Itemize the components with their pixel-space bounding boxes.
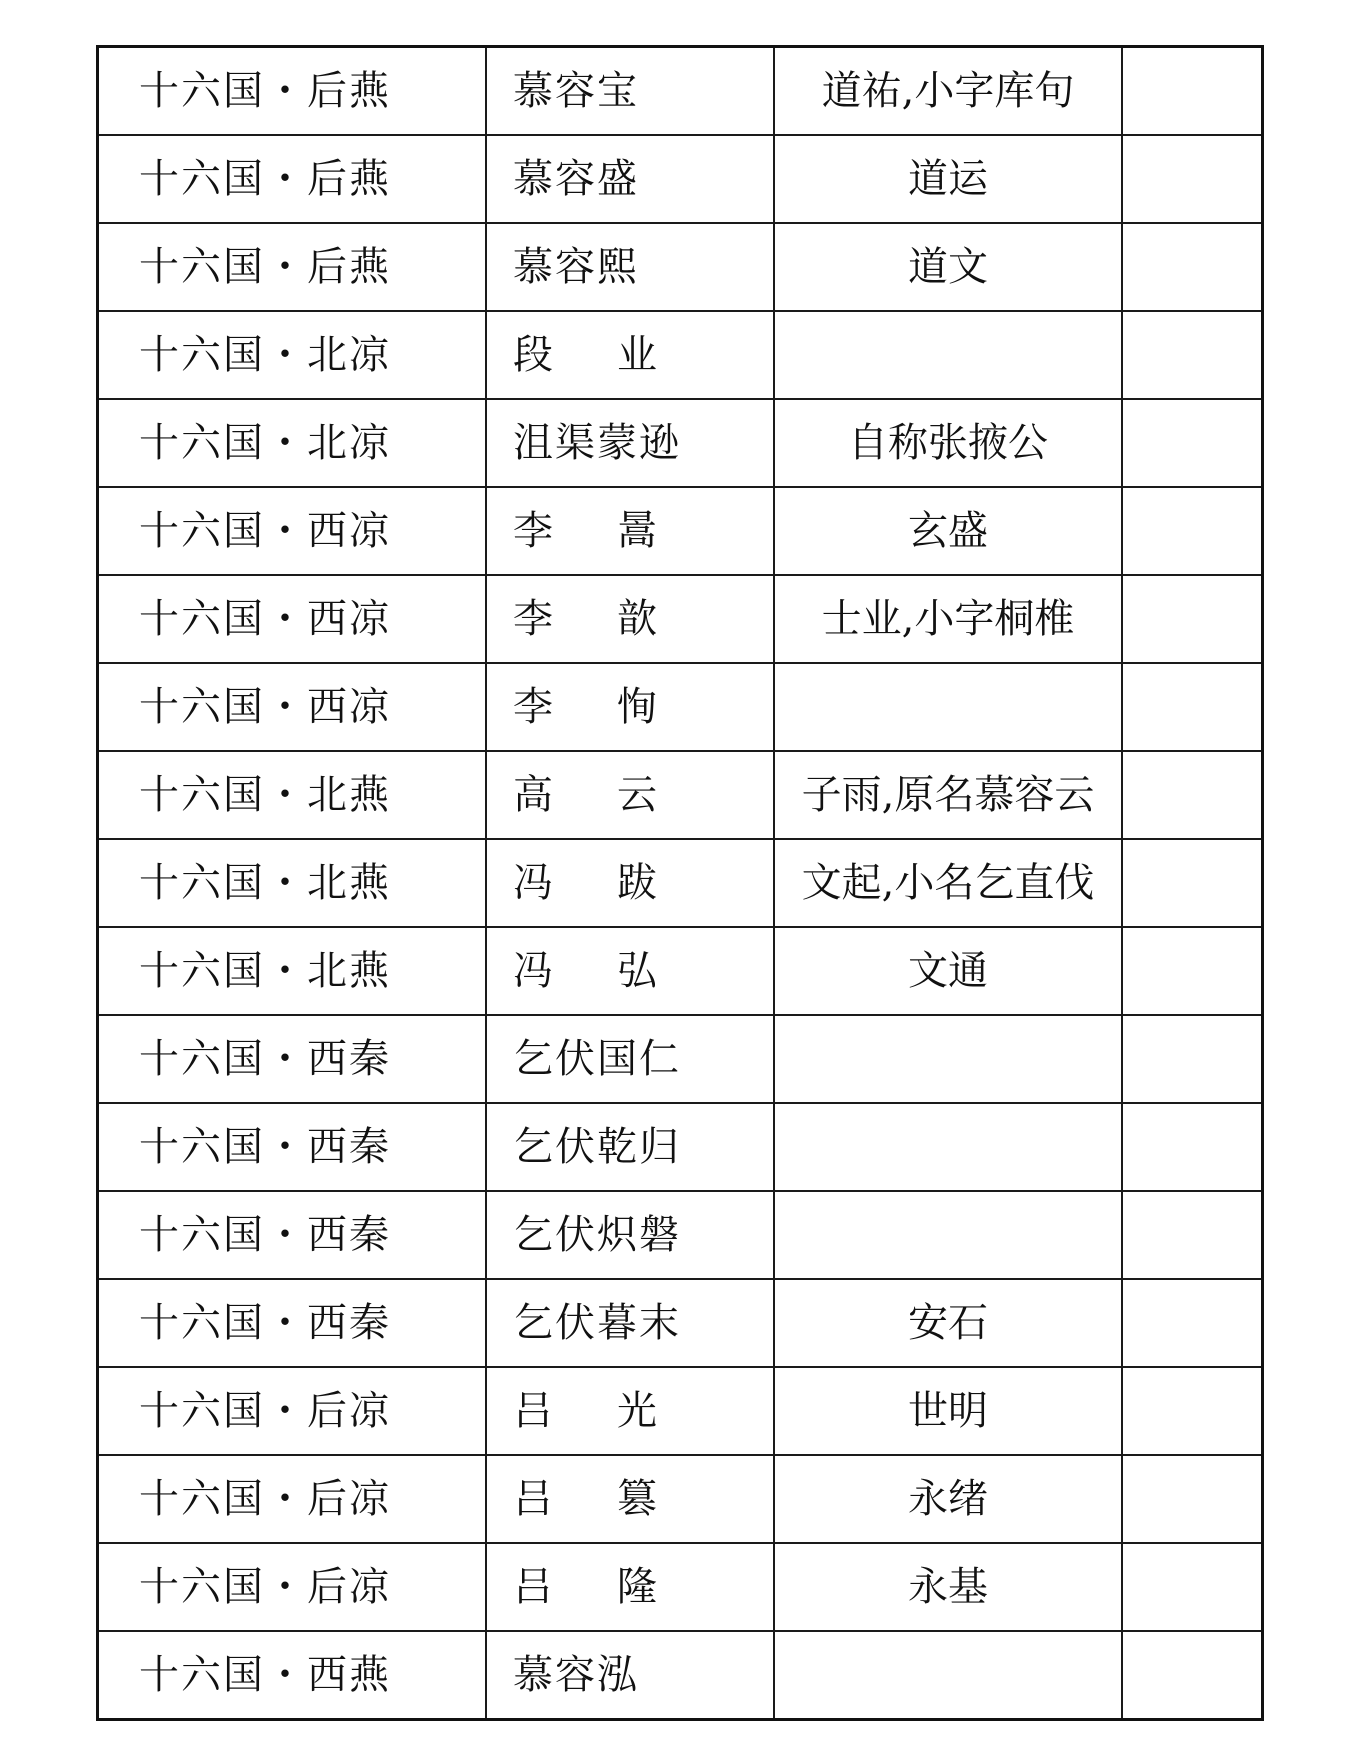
courtesy-name-text: 自称张掖公: [848, 420, 1048, 466]
state-text: 十六国・后凉: [139, 1564, 391, 1610]
ruler-name-cell: [486, 927, 774, 1015]
extra-cell: [1122, 1543, 1263, 1631]
table-row: [98, 47, 1263, 136]
table-row: [98, 487, 1263, 575]
state-cell: [98, 1191, 487, 1279]
courtesy-name-text: 士业,小字桐椎: [821, 596, 1075, 642]
courtesy-name-cell: [774, 663, 1122, 751]
ruler-name-text: 慕容熙: [513, 244, 639, 290]
ruler-name-cell: [486, 311, 774, 399]
table-row: [98, 663, 1263, 751]
state-text: 十六国・西凉: [139, 508, 391, 554]
ruler-name-cell: [486, 1191, 774, 1279]
extra-cell: [1122, 575, 1263, 663]
ruler-name-text: 乞伏乾归: [513, 1124, 681, 1170]
ruler-name-text: 吕光: [513, 1388, 721, 1434]
state-cell: [98, 1367, 487, 1455]
extra-cell: [1122, 1015, 1263, 1103]
state-text: 十六国・北燕: [139, 948, 391, 994]
courtesy-name-cell: [774, 1191, 1122, 1279]
extra-cell: [1122, 1367, 1263, 1455]
table-row: [98, 839, 1263, 927]
extra-cell: [1122, 839, 1263, 927]
state-text: 十六国・西秦: [139, 1124, 391, 1170]
state-text: 十六国・北燕: [139, 772, 391, 818]
ruler-name-text: 沮渠蒙逊: [513, 420, 681, 466]
ruler-name-text: 慕容泓: [513, 1652, 639, 1698]
table-body: [98, 47, 1263, 1720]
state-text: 十六国・后燕: [139, 68, 391, 114]
state-text: 十六国・西秦: [139, 1036, 391, 1082]
state-cell: [98, 1543, 487, 1631]
courtesy-name-cell: [774, 927, 1122, 1015]
table-row: [98, 751, 1263, 839]
ruler-name-cell: [486, 47, 774, 136]
extra-cell: [1122, 223, 1263, 311]
extra-cell: [1122, 1279, 1263, 1367]
state-cell: [98, 927, 487, 1015]
table-row: [98, 399, 1263, 487]
extra-cell: [1122, 311, 1263, 399]
courtesy-name-text: 子雨,原名慕容云: [801, 772, 1095, 818]
ruler-name-cell: [486, 1015, 774, 1103]
state-text: 十六国・西燕: [139, 1652, 391, 1698]
courtesy-name-cell: [774, 1279, 1122, 1367]
courtesy-name-cell: [774, 487, 1122, 575]
state-cell: [98, 487, 487, 575]
rulers-table: [96, 45, 1264, 1721]
state-text: 十六国・西凉: [139, 684, 391, 730]
extra-cell: [1122, 399, 1263, 487]
state-cell: [98, 663, 487, 751]
courtesy-name-cell: [774, 47, 1122, 136]
ruler-name-cell: [486, 135, 774, 223]
ruler-name-cell: [486, 487, 774, 575]
ruler-name-text: 慕容盛: [513, 156, 639, 202]
extra-cell: [1122, 1103, 1263, 1191]
table-row: [98, 1279, 1263, 1367]
courtesy-name-cell: [774, 1543, 1122, 1631]
extra-cell: [1122, 135, 1263, 223]
courtesy-name-cell: [774, 135, 1122, 223]
ruler-name-text: 冯跋: [513, 860, 721, 906]
ruler-name-text: 吕篡: [513, 1476, 721, 1522]
state-text: 十六国・后燕: [139, 244, 391, 290]
ruler-name-cell: [486, 1543, 774, 1631]
table-row: [98, 1543, 1263, 1631]
table-row: [98, 1103, 1263, 1191]
state-cell: [98, 1279, 487, 1367]
courtesy-name-cell: [774, 1103, 1122, 1191]
extra-cell: [1122, 1631, 1263, 1720]
table-row: [98, 575, 1263, 663]
courtesy-name-cell: [774, 1367, 1122, 1455]
table-row: [98, 1191, 1263, 1279]
courtesy-name-cell: [774, 399, 1122, 487]
state-text: 十六国・后凉: [139, 1388, 391, 1434]
table-row: [98, 311, 1263, 399]
courtesy-name-text: 文通: [908, 948, 988, 994]
ruler-name-cell: [486, 1103, 774, 1191]
ruler-name-text: 慕容宝: [513, 68, 639, 114]
state-cell: [98, 1103, 487, 1191]
table-row: [98, 223, 1263, 311]
ruler-name-cell: [486, 1631, 774, 1720]
ruler-name-cell: [486, 1367, 774, 1455]
table-row: [98, 927, 1263, 1015]
courtesy-name-cell: [774, 751, 1122, 839]
courtesy-name-text: 道文: [908, 244, 988, 290]
courtesy-name-cell: [774, 1015, 1122, 1103]
courtesy-name-text: 安石: [908, 1300, 988, 1346]
state-cell: [98, 1455, 487, 1543]
ruler-name-cell: [486, 1455, 774, 1543]
state-cell: [98, 751, 487, 839]
ruler-name-text: 乞伏炽磐: [513, 1212, 681, 1258]
ruler-name-text: 乞伏暮末: [513, 1300, 681, 1346]
state-cell: [98, 47, 487, 136]
state-cell: [98, 575, 487, 663]
extra-cell: [1122, 487, 1263, 575]
ruler-name-cell: [486, 223, 774, 311]
courtesy-name-cell: [774, 1455, 1122, 1543]
courtesy-name-cell: [774, 839, 1122, 927]
state-text: 十六国・北凉: [139, 420, 391, 466]
courtesy-name-text: 道运: [908, 156, 988, 202]
ruler-name-text: 段业: [513, 332, 721, 378]
courtesy-name-cell: [774, 311, 1122, 399]
courtesy-name-cell: [774, 575, 1122, 663]
courtesy-name-cell: [774, 1631, 1122, 1720]
ruler-name-cell: [486, 575, 774, 663]
ruler-name-cell: [486, 663, 774, 751]
state-cell: [98, 1631, 487, 1720]
ruler-name-text: 李歆: [513, 596, 721, 642]
state-cell: [98, 839, 487, 927]
state-cell: [98, 135, 487, 223]
state-cell: [98, 311, 487, 399]
ruler-name-text: 李暠: [513, 508, 721, 554]
courtesy-name-text: 道祐,小字库句: [821, 68, 1075, 114]
extra-cell: [1122, 751, 1263, 839]
extra-cell: [1122, 1191, 1263, 1279]
ruler-name-cell: [486, 399, 774, 487]
rulers-table-page: [96, 45, 1264, 1698]
table-row: [98, 1455, 1263, 1543]
state-text: 十六国・北燕: [139, 860, 391, 906]
state-text: 十六国・后燕: [139, 156, 391, 202]
ruler-name-text: 高云: [513, 772, 721, 818]
extra-cell: [1122, 663, 1263, 751]
state-cell: [98, 399, 487, 487]
courtesy-name-text: 世明: [908, 1388, 988, 1434]
extra-cell: [1122, 47, 1263, 136]
ruler-name-text: 李恂: [513, 684, 721, 730]
courtesy-name-text: 文起,小名乞直伐: [801, 860, 1095, 906]
courtesy-name-text: 永基: [908, 1564, 988, 1610]
ruler-name-text: 吕隆: [513, 1564, 721, 1610]
courtesy-name-text: 玄盛: [908, 508, 988, 554]
ruler-name-cell: [486, 1279, 774, 1367]
ruler-name-cell: [486, 751, 774, 839]
extra-cell: [1122, 927, 1263, 1015]
courtesy-name-cell: [774, 223, 1122, 311]
table-row: [98, 1015, 1263, 1103]
state-cell: [98, 223, 487, 311]
state-text: 十六国・后凉: [139, 1476, 391, 1522]
state-text: 十六国・西秦: [139, 1300, 391, 1346]
state-cell: [98, 1015, 487, 1103]
table-row: [98, 135, 1263, 223]
table-row: [98, 1631, 1263, 1720]
extra-cell: [1122, 1455, 1263, 1543]
ruler-name-text: 冯弘: [513, 948, 721, 994]
state-text: 十六国・西秦: [139, 1212, 391, 1258]
courtesy-name-text: 永绪: [908, 1476, 988, 1522]
ruler-name-text: 乞伏国仁: [513, 1036, 681, 1082]
state-text: 十六国・北凉: [139, 332, 391, 378]
state-text: 十六国・西凉: [139, 596, 391, 642]
ruler-name-cell: [486, 839, 774, 927]
table-row: [98, 1367, 1263, 1455]
